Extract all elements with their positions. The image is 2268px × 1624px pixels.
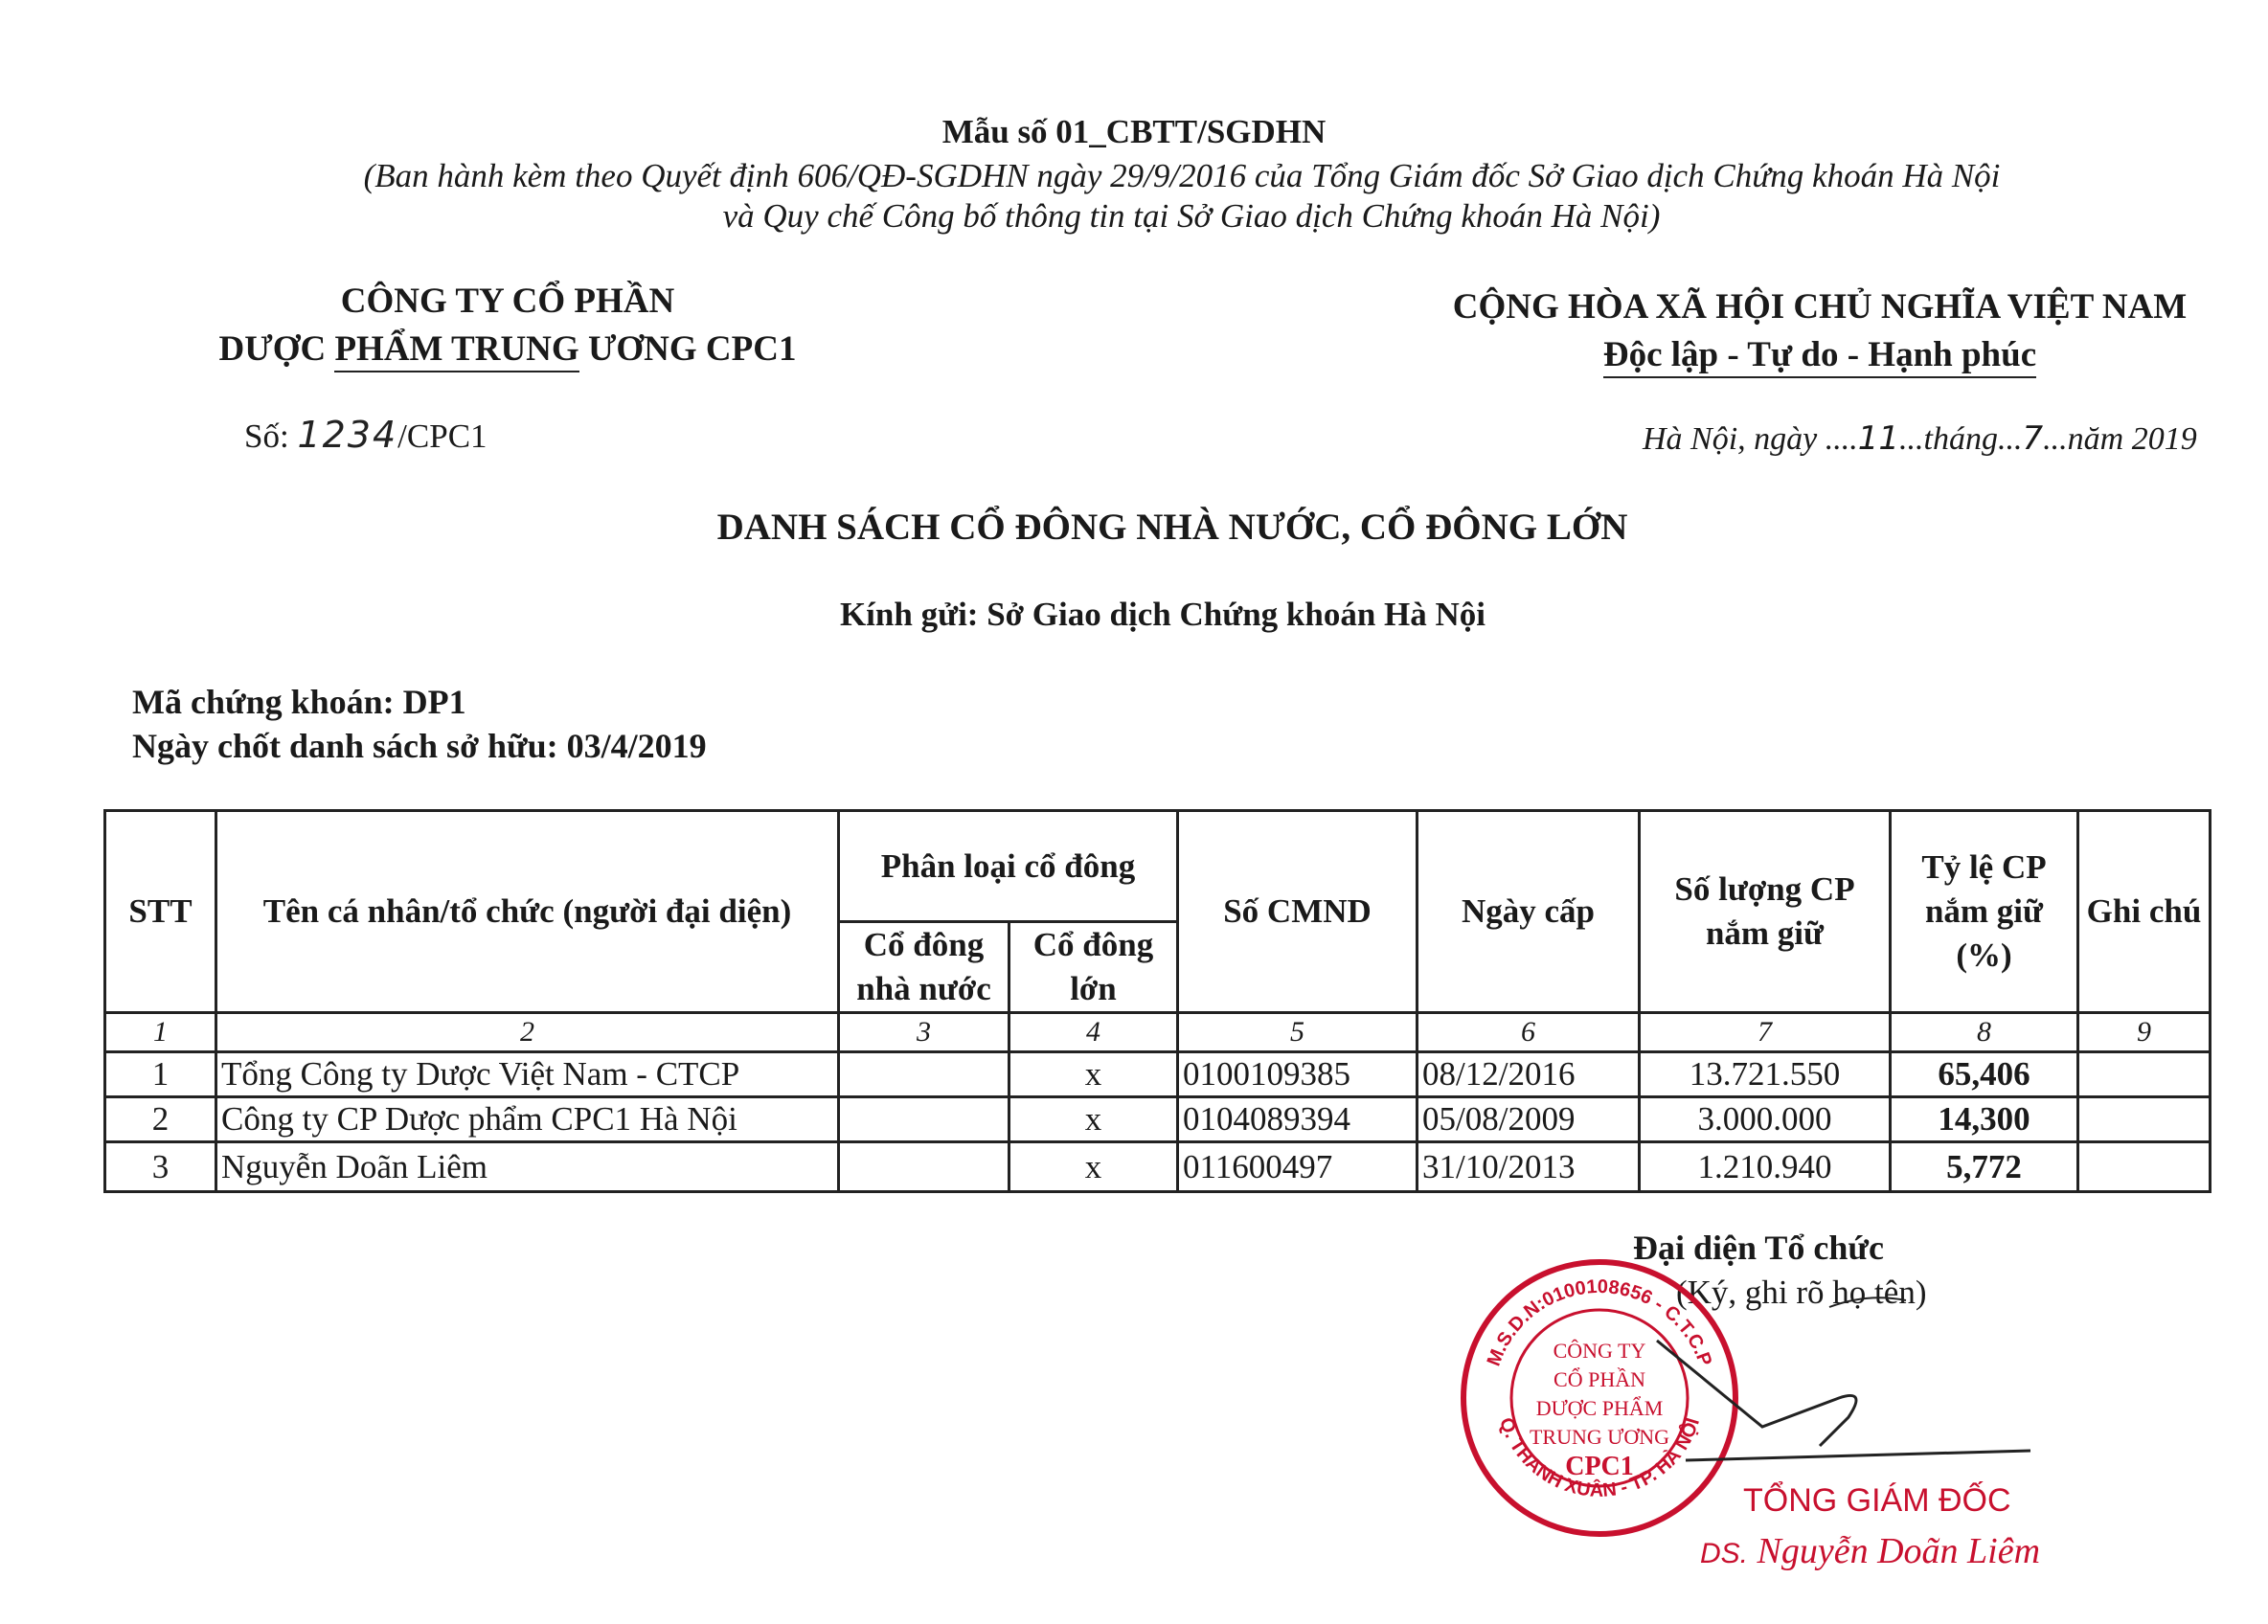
- table-row: [105, 1097, 2211, 1142]
- seal-center-line-4: TRUNG ƯƠNG: [1529, 1425, 1670, 1449]
- cell-state: [839, 1097, 1009, 1142]
- cell-issue-date: 05/08/2009: [1418, 1097, 1640, 1142]
- cell-state: [839, 1052, 1009, 1097]
- seal-center-line-3: DƯỢC PHẨM: [1535, 1396, 1664, 1420]
- date-day: 11: [1857, 419, 1900, 458]
- document-number-suffix: /CPC1: [397, 417, 488, 455]
- cell-shares: 13.721.550: [1640, 1052, 1891, 1097]
- col-header-id-no: Số CMND: [1178, 811, 1418, 1013]
- document-title: DANH SÁCH CỔ ĐÔNG NHÀ NƯỚC, CỔ ĐÔNG LỚN: [716, 507, 1628, 548]
- col-number: 9: [2078, 1013, 2211, 1052]
- col-number: 7: [1640, 1013, 1891, 1052]
- col-number: 5: [1178, 1013, 1418, 1052]
- col-header-note: Ghi chú: [2078, 811, 2211, 1013]
- date-month: 7: [2022, 419, 2044, 458]
- document-number-prefix: Số:: [244, 417, 289, 455]
- table-row: [105, 1052, 2211, 1097]
- col-header-issue-date: Ngày cấp: [1418, 811, 1640, 1013]
- column-number-row: [105, 1013, 2211, 1052]
- seal-center-line-1: CÔNG TY: [1553, 1339, 1646, 1363]
- company-name-line-2-post: ƯƠNG CPC1: [587, 329, 797, 369]
- cell-ratio: 5,772: [1891, 1142, 2078, 1192]
- company-name-line-2-pre: DƯỢC: [218, 329, 327, 369]
- document-number: [244, 414, 488, 456]
- cell-issue-date: 31/10/2013: [1418, 1142, 1640, 1192]
- company-name-line-1: CÔNG TY CỔ PHẦN: [340, 282, 675, 321]
- cell-stt: 2: [105, 1097, 216, 1142]
- table-row: [105, 1142, 2211, 1192]
- national-motto: [1437, 283, 2203, 379]
- cell-issue-date: 08/12/2016: [1418, 1052, 1640, 1097]
- director-fullname: Nguyễn Doãn Liêm: [1757, 1531, 2041, 1571]
- cell-shares: 1.210.940: [1640, 1142, 1891, 1192]
- company-name-line-2-underlined: PHẨM TRUNG: [334, 328, 578, 372]
- shareholder-table: [103, 809, 2211, 1193]
- republic-name: CỘNG HÒA XÃ HỘI CHỦ NGHĨA VIỆT NAM: [1452, 287, 2188, 327]
- date-place: Hà Nội, ngày: [1643, 421, 1818, 457]
- issue-date-line: [1643, 419, 2197, 458]
- cell-note: [2078, 1052, 2211, 1097]
- cell-ratio: 65,406: [1891, 1052, 2078, 1097]
- form-code: Mẫu số 01_CBTT/SGDHN: [941, 113, 1327, 150]
- decree-reference-line-2: và Quy chế Công bố thông tin tại Sở Giao dịch Chứng khoán Hà Nội): [722, 197, 1661, 235]
- cell-major: x: [1009, 1097, 1178, 1142]
- director-title: TỔNG GIÁM ĐỐC: [1743, 1482, 2011, 1519]
- col-header-ratio: Tỷ lệ CP nắm giữ (%): [1891, 811, 2078, 1013]
- col-number: 1: [105, 1013, 216, 1052]
- cell-shares: 3.000.000: [1640, 1097, 1891, 1142]
- cell-stt: 3: [105, 1142, 216, 1192]
- company-name-line-2: [144, 326, 872, 373]
- seal-center-line-2: CỔ PHẦN: [1554, 1367, 1645, 1391]
- col-number: 8: [1891, 1013, 2078, 1052]
- ticker-symbol: Mã chứng khoán: DP1: [132, 683, 466, 721]
- date-month-label: ...tháng...: [1899, 421, 2023, 457]
- col-header-name: Tên cá nhân/tổ chức (người đại diện): [216, 811, 839, 1013]
- cell-stt: 1: [105, 1052, 216, 1097]
- decree-reference-line-1: (Ban hành kèm theo Quyết định 606/QĐ-SGDHN ngày 29/9/2016 của Tổng Giám đốc Sở Giao dịch Chứng khoán Hà Nội: [363, 157, 2001, 194]
- col-header-shares: Số lượng CP nắm giữ: [1640, 811, 1891, 1013]
- record-date: Ngày chốt danh sách sở hữu: 03/4/2019: [132, 727, 707, 765]
- date-year: ...năm 2019: [2043, 421, 2197, 457]
- cell-id-no: 011600497: [1178, 1142, 1418, 1192]
- date-dots: ....: [1825, 421, 1858, 457]
- col-header-major-shareholder: Cổ đông lớn: [1009, 922, 1178, 1013]
- motto: Độc lập - Tự do - Hạnh phúc: [1603, 334, 2036, 378]
- seal-bottom-text: Q. THANH XUÂN - TP. HÀ NỘI: [1494, 1414, 1704, 1501]
- representative-label: Đại diện Tổ chức: [1633, 1229, 1884, 1267]
- cell-major: x: [1009, 1052, 1178, 1097]
- cell-id-no: 0100109385: [1178, 1052, 1418, 1097]
- handwritten-signature: [1628, 1283, 2088, 1475]
- company-name: [144, 278, 872, 373]
- cell-name: Nguyễn Doãn Liêm: [216, 1142, 839, 1192]
- cell-note: [2078, 1142, 2211, 1192]
- col-header-stt: STT: [105, 811, 216, 1013]
- col-header-classification: Phân loại cổ đông: [839, 811, 1178, 922]
- header-row-1: [105, 811, 2211, 922]
- cell-state: [839, 1142, 1009, 1192]
- col-number: 4: [1009, 1013, 1178, 1052]
- col-number: 3: [839, 1013, 1009, 1052]
- seal-center-line-5: CPC1: [1565, 1452, 1634, 1481]
- recipient: Kính gửi: Sở Giao dịch Chứng khoán Hà Nội: [839, 596, 1486, 633]
- seal-top-text: M.S.D.N:0100108656 - C.T.C.P: [1483, 1275, 1716, 1369]
- cell-note: [2078, 1097, 2211, 1142]
- cell-name: Công ty CP Dược phẩm CPC1 Hà Nội: [216, 1097, 839, 1142]
- director-name: [1700, 1530, 2040, 1572]
- cell-major: x: [1009, 1142, 1178, 1192]
- cell-ratio: 14,300: [1891, 1097, 2078, 1142]
- representative-note: (Ký, ghi rõ họ tên): [1676, 1274, 1927, 1311]
- col-number: 6: [1418, 1013, 1640, 1052]
- col-header-state-shareholder: Cổ đông nhà nước: [839, 922, 1009, 1013]
- col-number: 2: [216, 1013, 839, 1052]
- document-number-handwritten: 1234: [297, 414, 398, 456]
- cell-id-no: 0104089394: [1178, 1097, 1418, 1142]
- director-prefix: DS.: [1700, 1538, 1749, 1569]
- cell-name: Tổng Công ty Dược Việt Nam - CTCP: [216, 1052, 839, 1097]
